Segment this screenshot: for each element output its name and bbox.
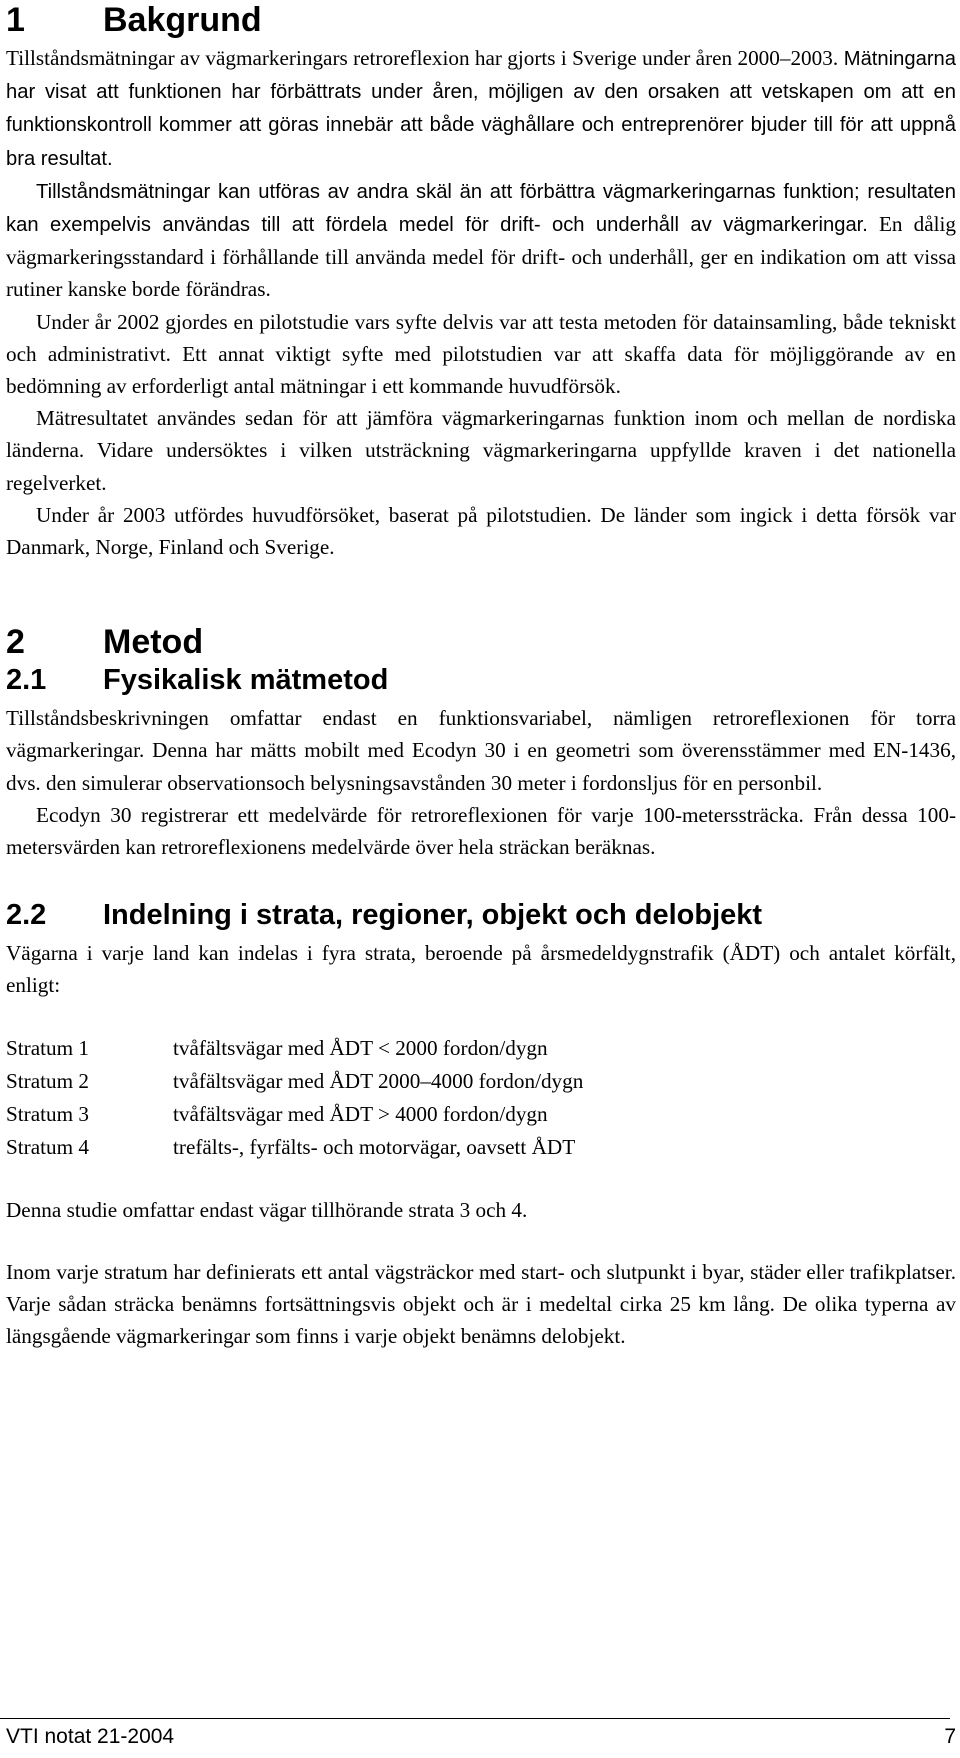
section-title: Metod xyxy=(103,623,204,662)
subsection-title: Indelning i strata, regioner, objekt och delobjekt xyxy=(103,899,763,932)
paragraph xyxy=(6,402,956,499)
paragraph-text: Under år 2002 gjordes en pilotstudie vars syfte delvis var att testa metoden för datainsamling, både tekniskt och administrativt. Ett annat viktigt syfte med pilotstudien var att skaffa data för möjliggörande av en bedömning av erforderligt antal mätningar i ett kommande huvudförsök. xyxy=(6,309,956,399)
paragraph xyxy=(6,702,956,799)
section-number: 2 xyxy=(6,623,25,662)
subsection-title: Fysikalisk mätmetod xyxy=(103,664,389,697)
page-footer xyxy=(6,1725,956,1749)
paragraph xyxy=(6,306,956,403)
subsection-2-2-heading xyxy=(6,897,956,933)
footer-publication: VTI notat 21-2004 xyxy=(6,1725,175,1748)
strata-row xyxy=(6,1065,956,1098)
strata-row xyxy=(6,1131,956,1164)
section-number: 1 xyxy=(6,1,25,39)
subsection-number: 2.2 xyxy=(6,899,47,932)
paragraph xyxy=(6,499,956,563)
strata-description: trefälts-, fyrfälts- och motorvägar, oavsett ÅDT xyxy=(173,1134,576,1159)
strata-list xyxy=(6,1032,956,1164)
footer-rule xyxy=(0,1718,950,1719)
paragraph xyxy=(6,1256,956,1353)
paragraph-text: Under år 2003 utfördes huvudförsöket, baserat på pilotstudien. De länder som ingick i detta försök var Danmark, Norge, Finland och Sverige. xyxy=(6,502,956,560)
subsection-number: 2.1 xyxy=(6,664,47,697)
paragraph-text: Tillståndsbeskrivningen omfattar endast en funktionsvariabel, nämligen retroreflexionen för torra vägmarkeringar. Denna har mätts mobilt med Ecodyn 30 i en geometri som överensstämmer med EN-1436, dvs. den simulerar observationsoch belysningsavstånden 30 meter i fordonsljus för en personbil. xyxy=(6,706,956,795)
strata-label: Stratum 3 xyxy=(6,1101,89,1126)
page-number: 7 xyxy=(944,1725,956,1748)
strata-row xyxy=(6,1098,956,1131)
strata-label: Stratum 1 xyxy=(6,1035,89,1060)
paragraph xyxy=(6,1194,956,1226)
section-title: Bakgrund xyxy=(103,1,262,39)
paragraph-text: Inom varje stratum har definierats ett antal vägsträckor med start- och slutpunkt i byar, städer eller trafikplatser. Varje sådan sträcka benämns fortsättningsvis objekt och är i medeltal cirka 25 km lång. De olika typerna av längsgående vägmarkeringar som finns i varje objekt benämns delobjekt. xyxy=(6,1259,956,1349)
paragraph-text-sans: Tillståndsmätningar kan utföras av andra skäl än att förbättra vägmarkeringarnas funktion; resultaten kan exempelvis användas till att fördela medel för drift- och underhåll av vägmarkeringar. xyxy=(6,180,956,237)
section-2-heading xyxy=(6,622,956,662)
paragraph xyxy=(6,937,956,1001)
paragraph xyxy=(6,175,956,306)
paragraph-text-sans: Mätningarna har visat att funktionen har förbättrats under åren, möjligen av den orsaken att vetskapen om att en funktionskontroll kommer att göras innebär att både väghållare och entreprenörer bjuder till för att uppnå bra resultat. xyxy=(6,48,956,170)
strata-description: tvåfältsvägar med ÅDT 2000–4000 fordon/dygn xyxy=(173,1068,584,1093)
paragraph-text: Mätresultatet användes sedan för att jämföra vägmarkeringarnas funktion inom och mellan de nordiska länderna. Vidare undersöktes i vilken utsträckning vägmarkeringarna uppfyllde kraven i det nationella regelverket. xyxy=(6,406,956,495)
paragraph-text: Ecodyn 30 registrerar ett medelvärde för retroreflexionen för varje 100-meterssträcka. Från dessa 100-metersvärden kan retroreflexionens medelvärde över hela sträckan beräknas. xyxy=(6,802,956,860)
paragraph xyxy=(6,799,956,863)
document-page xyxy=(6,0,956,1352)
paragraph-text-serif: En dålig vägmarkeringsstandard i förhållande till använda medel för drift- och underhåll, ger en indikation om att vissa rutiner kanske borde förändras. xyxy=(6,212,956,302)
strata-description: tvåfältsvägar med ÅDT < 2000 fordon/dygn xyxy=(173,1035,548,1060)
paragraph-text-serif: Tillståndsmätningar av vägmarkeringars retroreflexion har gjorts i Sverige under åren 2000–2003. xyxy=(6,46,839,70)
subsection-2-1-heading xyxy=(6,662,956,698)
strata-description: tvåfältsvägar med ÅDT > 4000 fordon/dygn xyxy=(173,1101,548,1126)
strata-row xyxy=(6,1032,956,1065)
strata-label: Stratum 4 xyxy=(6,1134,89,1159)
paragraph-text: Denna studie omfattar endast vägar tillhörande strata 3 och 4. xyxy=(6,1197,528,1222)
strata-label: Stratum 2 xyxy=(6,1068,89,1093)
section-1-heading xyxy=(6,0,956,40)
paragraph-text: Vägarna i varje land kan indelas i fyra strata, beroende på årsmedeldygnstrafik (ÅDT) och antalet körfält, enligt: xyxy=(6,941,956,998)
paragraph xyxy=(6,42,956,175)
